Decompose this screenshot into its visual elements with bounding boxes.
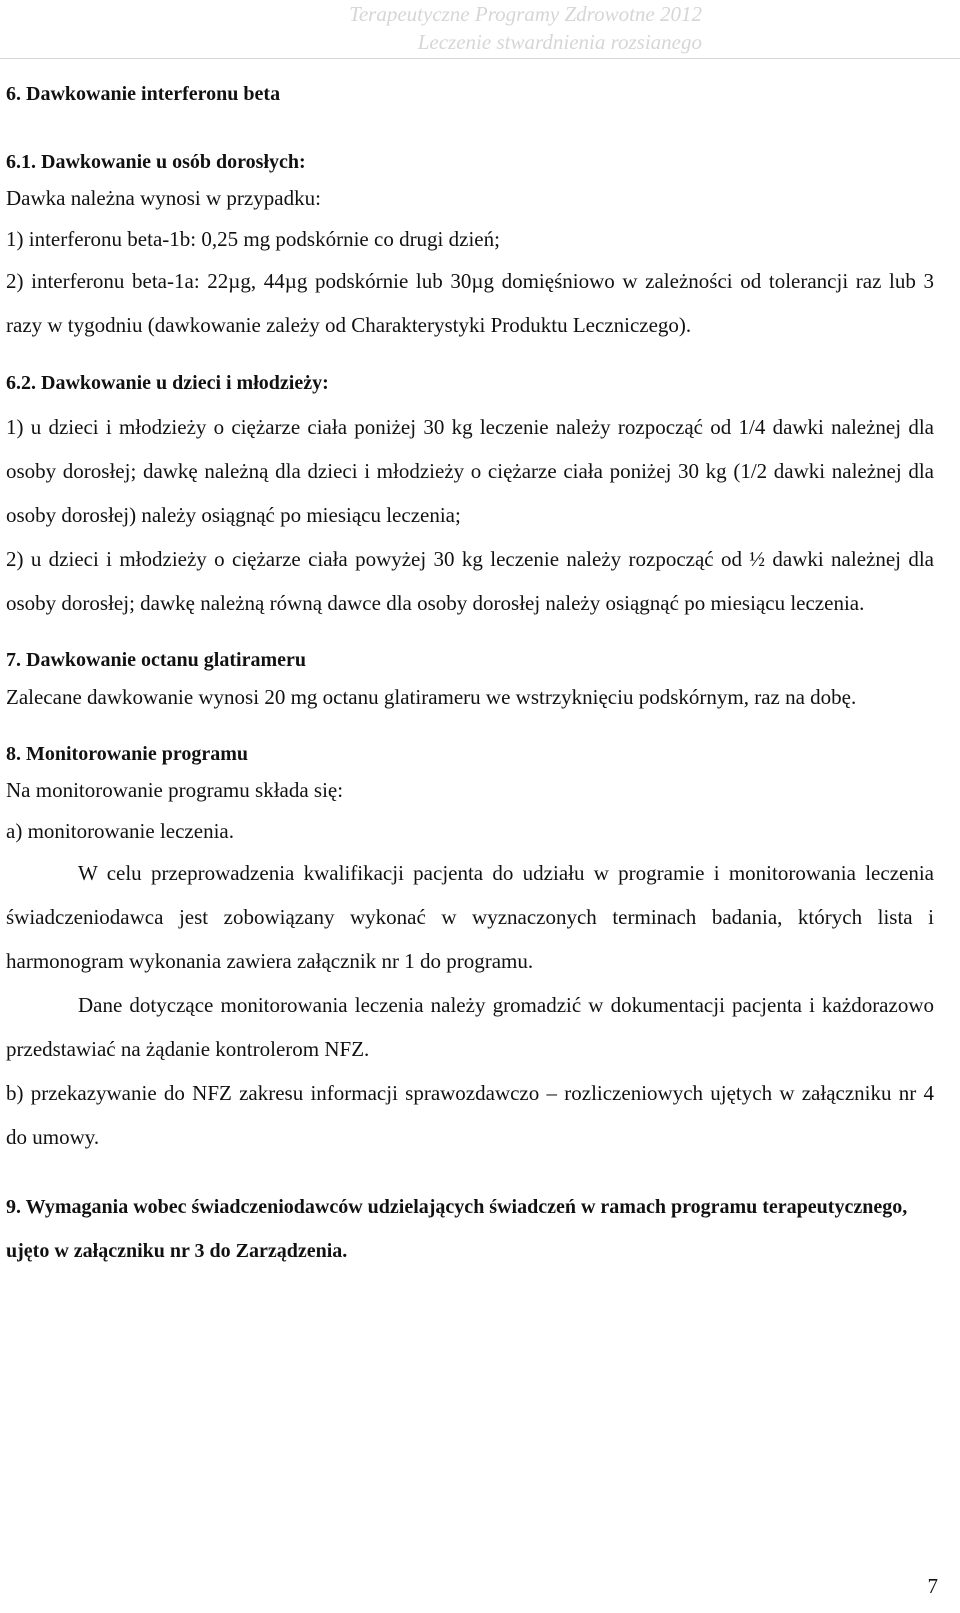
header-document-subtitle: Leczenie stwardnienia rozsianego [417,30,702,54]
section-6-title: 6. Dawkowanie interferonu beta [6,83,281,105]
section-6-1-title: 6.1. Dawkowanie u osób dorosłych: [6,151,306,173]
section-6-2-item-1: 1) u dzieci i młodzieży o ciężarze ciała poniżej 30 kg leczenie należy rozpocząć od 1/4 dawki należnej dla osoby dorosłej; dawkę należną dla dzieci i młodzieży o ciężarze ciała poniżej 30 kg (1/2 dawki należnej dla osoby dorosłej) należy osiągnąć po miesiącu leczenia; [6,415,934,527]
section-6-1-item-2: 2) interferonu beta-1a: 22µg, 44µg podskórnie lub 30µg domięśniowo w zależności od tolerancji raz lub 3 razy w tygodniu (dawkowanie zależy od Charakterystyki Produktu Leczniczego). [6,269,934,337]
section-7-title: 7. Dawkowanie octanu glatirameru [6,649,306,671]
section-8-paragraph-2: Dane dotyczące monitorowania leczenia należy gromadzić w dokumentacji pacjenta i każdorazowo przedstawiać na żądanie kontrolerom NFZ. [6,993,934,1061]
header-program-title: Terapeutyczne Programy Zdrowotne 2012 [349,2,702,26]
section-8-item-b: b) przekazywanie do NFZ zakresu informacji sprawozdawczo – rozliczeniowych ujętych w załączniku nr 4 do umowy. [6,1081,934,1149]
section-8-paragraph-1: W celu przeprowadzenia kwalifikacji pacjenta do udziału w programie i monitorowania leczenia świadczeniodawca jest zobowiązany wykonać w wyznaczonych terminach badania, których lista i harmonogram wykonania zawiera załącznik nr 1 do programu. [6,861,934,973]
header-divider [0,58,960,59]
section-6-1-intro: Dawka należna wynosi w przypadku: [6,186,321,210]
section-8-item-a: a) monitorowanie leczenia. [6,819,234,843]
section-6-2-title: 6.2. Dawkowanie u dzieci i młodzieży: [6,372,329,394]
section-8-intro: Na monitorowanie programu składa się: [6,778,344,802]
section-6-1-item-1: 1) interferonu beta-1b: 0,25 mg podskórnie co drugi dzień; [6,227,500,251]
page-header [349,0,702,56]
document-body [6,79,934,1273]
section-7-text: Zalecane dawkowanie wynosi 20 mg octanu glatirameru we wstrzyknięciu podskórnym, raz na dobę. [6,685,857,709]
section-8-title: 8. Monitorowanie programu [6,743,249,765]
page-number: 7 [927,1574,938,1598]
section-6-2-item-2: 2) u dzieci i młodzieży o ciężarze ciała powyżej 30 kg leczenie należy rozpocząć od ½ dawki należnej dla osoby dorosłej; dawkę należną równą dawce dla osoby dorosłej należy osiągnąć po miesiącu leczenia. [6,547,934,615]
section-9-title: 9. Wymagania wobec świadczeniodawców udzielających świadczeń w ramach programu terapeutycznego, ujęto w załączniku nr 3 do Zarządzenia. [6,1196,908,1262]
